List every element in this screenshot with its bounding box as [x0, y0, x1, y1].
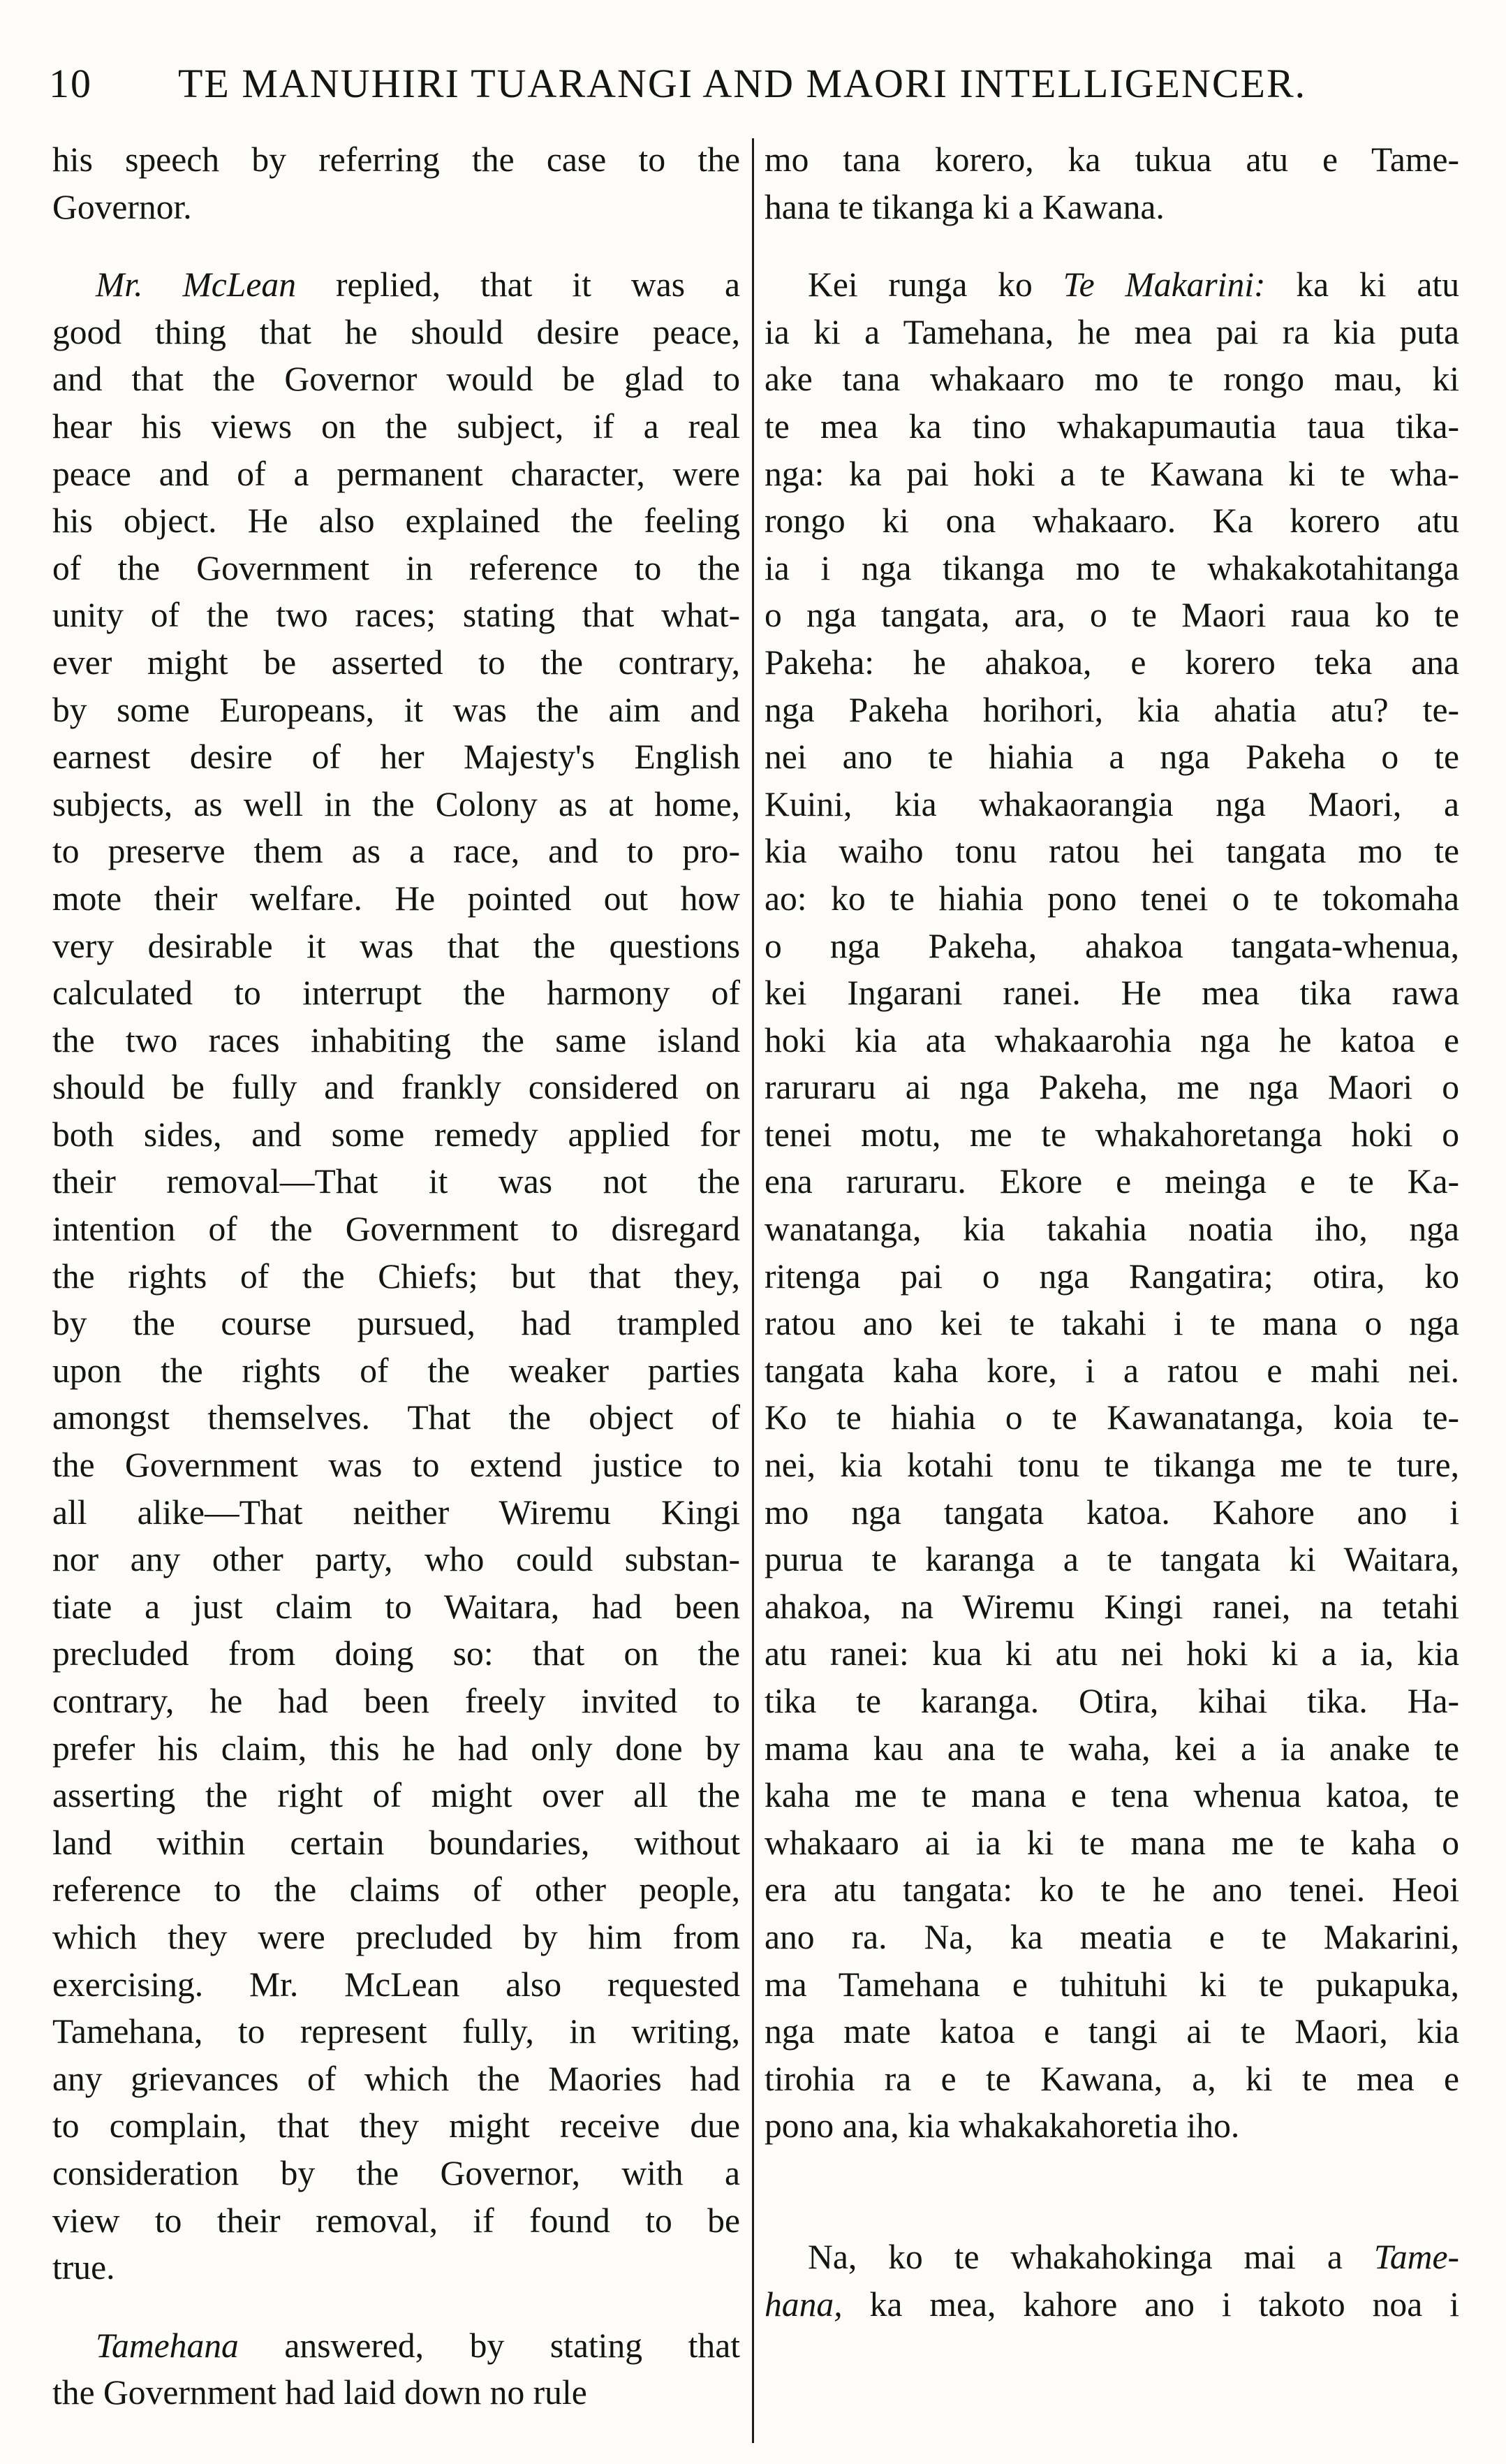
english-paragraph-3-body	[52, 2369, 740, 2417]
text-line: mama kau ana te waha, kei a ia anake te	[765, 1729, 1459, 1768]
text-line: kei Ingarani ranei. He mea tika rawa	[765, 974, 1459, 1013]
english-column	[52, 136, 740, 2417]
text-line: nga mate katoa e tangi ai te Maori, kia	[765, 2012, 1459, 2051]
text-line: earnest desire of her Majesty's English	[52, 738, 740, 777]
text-line: ratou ano kei te takahi i te mana o nga	[765, 1304, 1459, 1343]
text-line: the Government had laid down no rule	[52, 2373, 587, 2412]
text-line: tiate a just claim to Waitara, had been	[52, 1587, 740, 1626]
maori-paragraph-2	[765, 261, 1459, 2150]
text-line: ka ki atu	[1296, 265, 1459, 305]
text-line: Kei runga ko	[808, 265, 1033, 305]
text-line: te mea ka tino whakapumautia taua tika-	[765, 406, 1459, 446]
english-paragraph-1	[52, 136, 740, 230]
text-line: o nga tangata, ara, o te Maori raua ko te	[765, 596, 1459, 635]
text-line: the rights of the Chiefs; but that they,	[52, 1256, 740, 1296]
text-line: which they were precluded by him from	[52, 1917, 740, 1956]
text-line: Governor.	[52, 187, 192, 226]
text-line: era atu tangata: ko te he ano tenei. Heoi	[765, 1870, 1459, 1909]
text-line: both sides, and some remedy applied for	[52, 1115, 740, 1154]
text-line: subjects, as well in the Colony as at home,	[52, 784, 740, 823]
text-line: his object. He also explained the feeling	[52, 501, 740, 541]
text-line: o nga Pakeha, ahakoa tangata-whenua,	[765, 926, 1459, 965]
speaker-name-tamehana: Tamehana	[96, 2326, 239, 2365]
text-line: nor any other party, who could substan-	[52, 1540, 740, 1579]
column-divider	[752, 138, 754, 2443]
text-line: consideration by the Governor, with a	[52, 2153, 740, 2192]
text-line: ano ra. Na, ka meatia e te Makarini,	[765, 1917, 1459, 1956]
text-line: intention of the Government to disregard	[52, 1210, 740, 1249]
text-line: true.	[52, 2248, 115, 2287]
maori-paragraph-2-body	[765, 309, 1459, 2150]
publication-title: TE MANUHIRI TUARANGI AND MAORI INTELLIGENCER.	[178, 61, 1307, 106]
text-line: kia waiho tonu ratou hei tangata mo te	[765, 832, 1459, 871]
text-line: his speech by referring the case to the	[52, 140, 740, 179]
text-line: peace and of a permanent character, were	[52, 454, 740, 493]
text-line: ena raruraru. Ekore e meinga e te Ka-	[765, 1162, 1459, 1201]
text-line: ritenga pai o nga Rangatira; otira, ko	[765, 1256, 1459, 1296]
text-line: atu ranei: kua ki atu nei hoki ki a ia, kia	[765, 1634, 1459, 1673]
speaker-name-mclean: Mr. McLean	[96, 265, 296, 305]
text-line: Tamehana, to represent fully, in writing,	[52, 2012, 740, 2051]
text-line: kaha me te mana e tena whenua katoa, te	[765, 1776, 1459, 1815]
text-line: should be fully and frankly considered on	[52, 1068, 740, 1107]
text-line: hana te tikanga ki a Kawana.	[765, 187, 1165, 226]
text-line: of the Government in reference to the	[52, 548, 740, 587]
text-line: prefer his claim, this he had only done by	[52, 1729, 740, 1768]
text-line: precluded from doing so: that on the	[52, 1634, 740, 1673]
maori-paragraph-2-first-line	[765, 261, 1459, 309]
text-line: their removal—That it was not the	[52, 1162, 740, 1201]
text-line: hear his views on the subject, if a real	[52, 406, 740, 446]
text-line: any grievances of which the Maories had	[52, 2059, 740, 2098]
maori-paragraph-3-first-line	[765, 2234, 1459, 2281]
maori-paragraph-3-second-line	[765, 2281, 1459, 2329]
text-line: ake tana whakaaro mo te rongo mau, ki	[765, 360, 1459, 399]
text-line: ao: ko te hiahia pono tenei o te tokomaha	[765, 879, 1459, 918]
text-line: nga Pakeha horihori, kia ahatia atu? te-	[765, 690, 1459, 729]
text-line: rongo ki ona whakaaro. Ka korero atu	[765, 501, 1459, 541]
text-line: nei, kia kotahi tonu te tikanga me te ture,	[765, 1446, 1459, 1485]
text-line: ka mea, kahore ano i takoto noa i	[869, 2285, 1459, 2324]
english-paragraph-2	[52, 261, 740, 2291]
text-line: mo tana korero, ka tukua atu e Tame-	[765, 140, 1459, 179]
speaker-name-continued: hana,	[765, 2285, 843, 2324]
text-line: tenei motu, me te whakahoretanga hoki o	[765, 1115, 1459, 1154]
english-paragraph-2-body	[52, 309, 740, 2291]
text-line: the two races inhabiting the same island	[52, 1020, 740, 1059]
text-line: by some Europeans, it was the aim and	[52, 690, 740, 729]
text-line: all alike—That neither Wiremu Kingi	[52, 1493, 740, 1532]
english-paragraph-2-first-line	[52, 261, 740, 309]
text-line: upon the rights of the weaker parties	[52, 1351, 740, 1390]
page-number: 10	[49, 61, 92, 106]
text-line: pono ana, kia whakakahoretia iho.	[765, 2106, 1240, 2146]
text-line: ia i nga tikanga mo te whakakotahitanga	[765, 548, 1459, 587]
text-line: view to their removal, if found to be	[52, 2201, 740, 2240]
text-line: tangata kaha kore, i a ratou e mahi nei.	[765, 1351, 1459, 1390]
text-line: the Government was to extend justice to	[52, 1446, 740, 1485]
text-line: Na, ko te whakahokinga mai a	[808, 2237, 1343, 2276]
text-line: and that the Governor would be glad to	[52, 360, 740, 399]
maori-paragraph-1	[765, 136, 1459, 230]
text-line: land within certain boundaries, without	[52, 1823, 740, 1862]
maori-paragraph-3	[765, 2234, 1459, 2328]
text-line: to preserve them as a race, and to pro-	[52, 832, 740, 871]
text-line: calculated to interrupt the harmony of	[52, 974, 740, 1013]
text-line: tirohia ra e te Kawana, a, ki te mea e	[765, 2059, 1459, 2098]
text-line: wanatanga, kia takahia noatia iho, nga	[765, 1210, 1459, 1249]
text-line: to complain, that they might receive due	[52, 2106, 740, 2146]
page-header	[49, 49, 1443, 119]
text-line: tika te karanga. Otira, kihai tika. Ha-	[765, 1682, 1459, 1720]
text-line: replied, that it was a	[335, 265, 740, 305]
text-line: ia ki a Tamehana, he mea pai ra kia puta	[765, 312, 1459, 351]
text-line: good thing that he should desire peace,	[52, 312, 740, 351]
text-line: ma Tamehana e tuhituhi ki te pukapuka,	[765, 1965, 1459, 2004]
english-paragraph-3-first-line	[52, 2322, 740, 2370]
text-line: amongst themselves. That the object of	[52, 1398, 740, 1437]
maori-column	[765, 136, 1459, 2328]
text-line: exercising. Mr. McLean also requested	[52, 1965, 740, 2004]
text-line: very desirable it was that the questions	[52, 926, 740, 965]
text-line: purua te karanga a te tangata ki Waitara,	[765, 1540, 1459, 1579]
text-line: nga: ka pai hoki a te Kawana ki te wha-	[765, 454, 1459, 493]
text-line: answered, by stating that	[284, 2326, 740, 2365]
text-line: reference to the claims of other people,	[52, 1870, 740, 1909]
speaker-name-makarini: Te Makarini:	[1063, 265, 1266, 305]
text-line: asserting the right of might over all the	[52, 1776, 740, 1815]
speaker-name-tamehana-maori: Tame-	[1373, 2237, 1459, 2276]
text-line: ever might be asserted to the contrary,	[52, 643, 740, 682]
text-line: Pakeha: he ahakoa, e korero teka ana	[765, 643, 1459, 682]
english-paragraph-3	[52, 2322, 740, 2417]
text-line: mo nga tangata katoa. Kahore ano i	[765, 1493, 1459, 1532]
text-line: ahakoa, na Wiremu Kingi ranei, na tetahi	[765, 1587, 1459, 1626]
text-line: Ko te hiahia o te Kawanatanga, koia te-	[765, 1398, 1459, 1437]
text-line: nei ano te hiahia a nga Pakeha o te	[765, 738, 1459, 777]
text-line: unity of the two races; stating that what-	[52, 596, 740, 635]
text-line: mote their welfare. He pointed out how	[52, 879, 740, 918]
text-line: by the course pursued, had trampled	[52, 1304, 740, 1343]
text-line: hoki kia ata whakaarohia nga he katoa e	[765, 1020, 1459, 1059]
text-line: raruraru ai nga Pakeha, me nga Maori o	[765, 1068, 1459, 1107]
text-line: contrary, he had been freely invited to	[52, 1682, 740, 1720]
text-line: Kuini, kia whakaorangia nga Maori, a	[765, 784, 1459, 823]
text-line: whakaaro ai ia ki te mana me te kaha o	[765, 1823, 1459, 1862]
